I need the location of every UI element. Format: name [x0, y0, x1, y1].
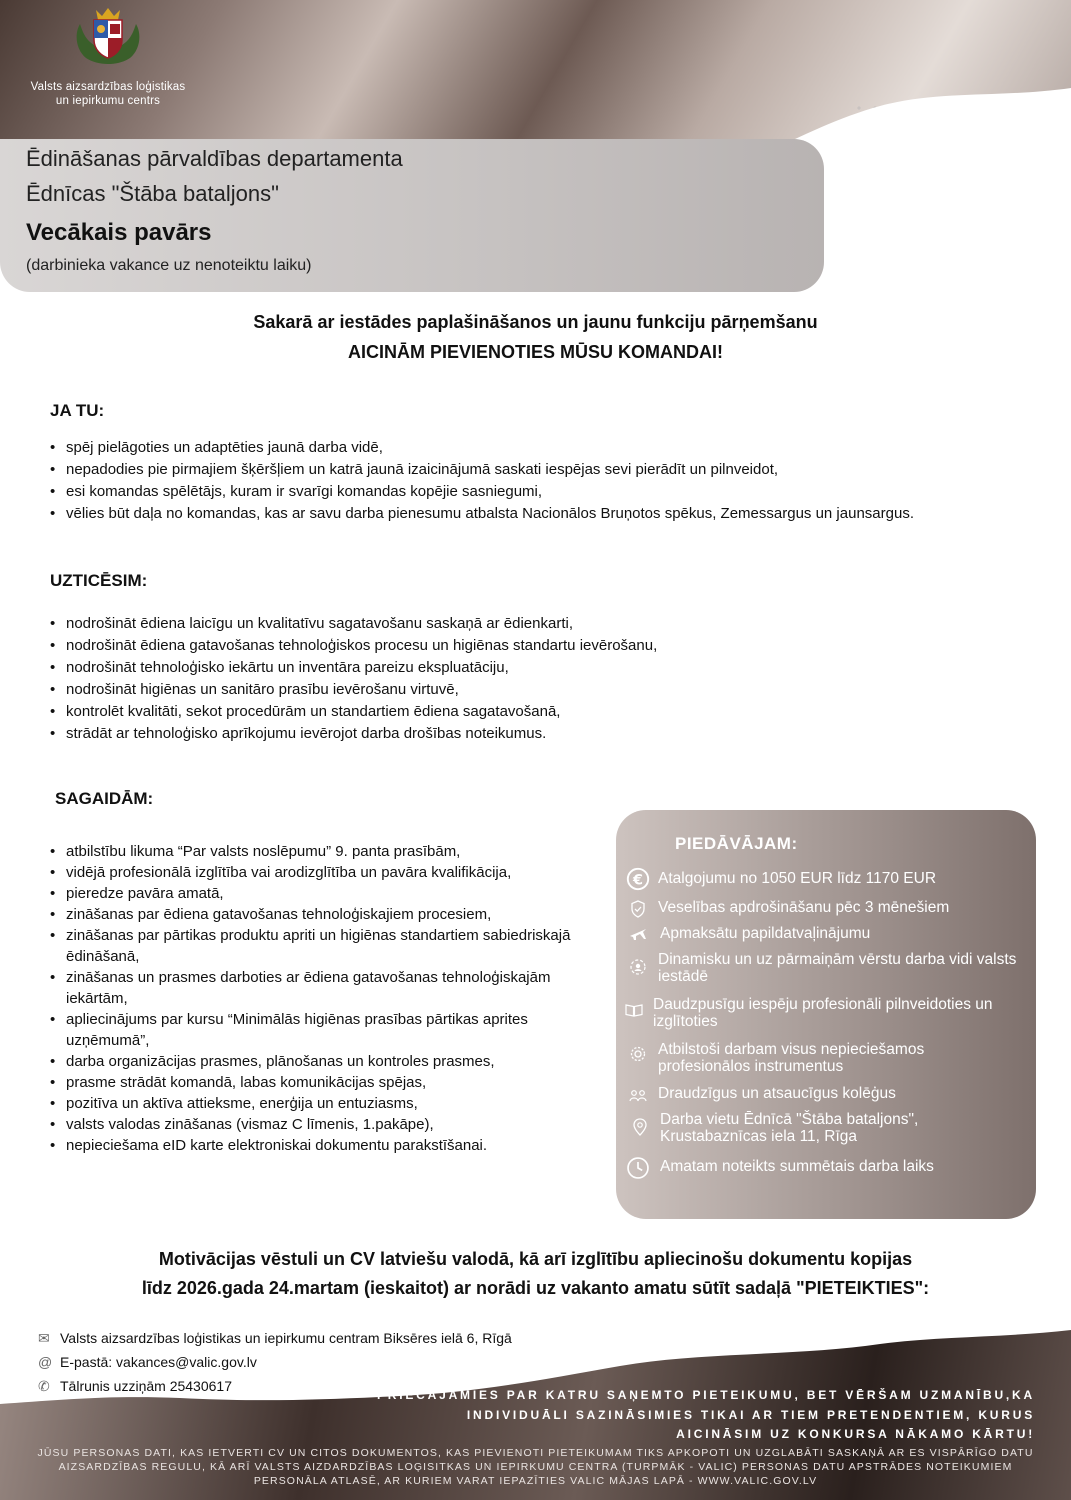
list-item: • nodrošināt higiēnas un sanitāro prasību ievērošanu virtuvē,	[50, 679, 950, 701]
org-name-line2: un iepirkumu centrs	[55, 95, 161, 107]
address-text: Valsts aizsardzības loģistikas un iepirkumu centram Biksēres ielā 6, Rīgā	[60, 1330, 512, 1346]
envelope-icon: ✉	[38, 1330, 50, 1346]
list-item: • nodrošināt ēdiena gatavošanas tehnoloģiskos procesu un higiēnas standartu ievērošanu,	[50, 635, 950, 657]
list-item: • darba organizācijas prasmes, plānošanas un kontroles prasmes,	[50, 1051, 600, 1072]
offer-text: Atalgojumu no 1050 EUR līdz 1170 EUR	[658, 870, 937, 887]
euro-icon	[626, 867, 650, 891]
at-icon: @	[38, 1354, 53, 1370]
privacy-notice: JŪSU PERSONAS DATI, KAS IETVERTI CV UN CITOS DOKUMENTOS, KAS PIEVIENOTI PIETEIKUMAM TIKS APKOPOTI UN UZGLABĀTI SASKAŅĀ AR ES VISPĀRĪGO DATU AIZSARDZĪBAS REGULU, KĀ ARĪ VALSTS AIZDARDZĪBAS LOĢISITKAS UN IEPIRKUMU CENTRA (TURPMĀK - VALIC) PERSONAS DATU APSTRĀDES NOTEIKUMIEM PERSONĀLA ATLASĒ, AR KURIEM VARAT IEPAZĪTIES VALIC MĀJAS LAPĀ - WWW.VALIC.GOV.LV	[37, 1447, 1034, 1487]
offer-text: Draudzīgus un atsaucīgus kolēģus	[658, 1085, 896, 1102]
location-pin-icon	[630, 1117, 650, 1137]
ja-tu-heading: JA TU:	[50, 401, 105, 420]
svg-text:€: €	[632, 872, 644, 889]
email-text: E-pastā: vakances@valic.gov.lv	[60, 1354, 257, 1370]
phone-text: Tālrunis uzziņām 25430617	[60, 1378, 232, 1394]
list-item: • valsts valodas zināšanas (vismaz C līmenis, 1.pakāpe),	[50, 1114, 600, 1135]
uzticesim-heading: UZTICĒSIM:	[50, 571, 148, 590]
intro-line1: Sakarā ar iestādes paplašināšanos un jaunu funkciju pārņemšanu	[253, 312, 818, 332]
offer-text: Dinamisku un uz pārmaiņām vērstu darba vidi valsts iestādē	[658, 951, 1017, 985]
list-item: • nodrošināt ēdiena laicīgu un kvalitatīvu sagatavošanu saskaņā ar ēdienkarti,	[50, 613, 950, 635]
ja-tu-list	[50, 437, 1040, 525]
offer-text: Apmaksātu papildatvaļinājumu	[660, 925, 871, 942]
offer-text: Atbilstoši darbam visus nepieciešamos profesionālos instrumentus	[658, 1041, 925, 1075]
sagaidam-list	[50, 841, 600, 1156]
footer-message: PRIECĀJAMIES PAR KATRU SAŅEMTO PIETEIKUMU, BET VĒRŠAM UZMANĪBU,KA INDIVIDUĀLI SAZINĀSIMIES TIKAI AR TIEM PRETENDENTIEM, KURUS AICINĀSIM UZ KONKURSA NĀKAMO KĀRTU!	[376, 1388, 1035, 1441]
list-item: • vēlies būt daļa no komandas, kas ar savu darba pienesumu atbalsta Nacionālos Bruņotos spēkus, Zemessargus un jaunsargus.	[50, 503, 1040, 525]
vacancy-note: (darbinieka vakance uz nenoteiktu laiku)	[26, 257, 312, 274]
list-item: • pozitīva un aktīva attieksme, enerģija un entuziasms,	[50, 1093, 600, 1114]
position-title: Vecākais pavārs	[26, 219, 212, 246]
team-change-icon	[628, 957, 648, 977]
list-item: • atbilstību likuma “Par valsts noslēpumu” 9. panta prasībām,	[50, 841, 600, 862]
list-item: • nepadodies pie pirmajiem šķēršļiem un katrā jaunā izaicinājumā saskati iespējas sevi pierādīt un pilnveidot,	[50, 459, 1040, 481]
contact-phone	[38, 1378, 232, 1395]
gear-icon	[628, 1044, 648, 1064]
list-item: • vidējā profesionālā izglītība vai arodizglītība un pavāra kvalifikācija,	[50, 862, 600, 883]
offer-text: Amatam noteikts summētais darba laiks	[660, 1158, 934, 1175]
department-name: Ēdināšanas pārvaldības departamenta	[26, 146, 403, 171]
list-item: • apliecinājums par kursu “Minimālās higiēnas prasības pārtikas aprites uzņēmumā”,	[50, 1009, 600, 1051]
list-item: • spēj pielāgoties un adaptēties jaunā darba vidē,	[50, 437, 1040, 459]
clock-icon	[626, 1156, 650, 1180]
uzticesim-list	[50, 613, 950, 745]
list-item: • zināšanas par pārtikas produktu apriti un higiēnas standartiem sabiedriskajā ēdināšanā,	[50, 925, 600, 967]
list-item: • strādāt ar tehnoloģisko aprīkojumu ievērojot darba drošības noteikumus.	[50, 723, 950, 745]
list-item: • nepieciešama eID karte elektroniskai dokumentu parakstīšanai.	[50, 1135, 600, 1156]
apply-line2: līdz 2026.gada 24.martam (ieskaitot) ar norādi uz vakanto amatu sūtīt sadaļā "PIETEIKTIES":	[141, 1278, 930, 1298]
organization-name	[20, 80, 196, 108]
list-item: • prasme strādāt komandā, labas komunikācijas spējas,	[50, 1072, 600, 1093]
contact-email	[38, 1354, 257, 1370]
coat-of-arms-icon	[72, 4, 144, 66]
offer-text: Daudzpusīgu iespēju profesionāli pilnveidoties un izglītoties	[653, 996, 993, 1030]
list-item: • zināšanas par ēdiena gatavošanas tehnoloģiskajiem procesiem,	[50, 904, 600, 925]
apply-line1: Motivācijas vēstuli un CV latviešu valodā, kā arī izglītību apliecinošu dokumentu kopijas	[158, 1249, 913, 1269]
phone-icon: ✆	[38, 1378, 50, 1394]
offer-text: Veselības apdrošināšanu pēc 3 mēnešiem	[658, 899, 950, 916]
shield-icon	[628, 899, 648, 919]
airplane-icon	[628, 925, 648, 945]
org-name-line1: Valsts aizsardzības loģistikas	[30, 81, 186, 93]
list-item: • nodrošināt tehnoloģisko iekārtu un inventāra pareizu ekspluatāciju,	[50, 657, 950, 679]
book-icon	[624, 1000, 644, 1020]
colleagues-icon	[628, 1085, 648, 1105]
list-item: • zināšanas un prasmes darboties ar ēdiena gatavošanas tehnoloģiskajām iekārtām,	[50, 967, 600, 1009]
offer-panel	[616, 810, 1036, 1219]
list-item: • pieredze pavāra amatā,	[50, 883, 600, 904]
intro-line2: AICINĀM PIEVIENOTIES MŪSU KOMANDAI!	[347, 342, 723, 362]
list-item: • esi komandas spēlētājs, kuram ir svarīgi komandas kopējie sasniegumi,	[50, 481, 1040, 503]
list-item: • kontrolēt kvalitāti, sekot procedūrām un standartiem ēdiena sagatavošanā,	[50, 701, 950, 723]
piedavajam-heading: PIEDĀVĀJAM:	[675, 834, 798, 853]
unit-name: Ēdnīcas "Štāba bataljons"	[26, 181, 279, 206]
offer-text: Darba vietu Ēdnīcā "Štāba bataljons", Krustabaznīcas iela 11, Rīga	[660, 1111, 919, 1145]
contact-address	[38, 1330, 512, 1347]
sagaidam-heading: SAGAIDĀM:	[55, 789, 154, 808]
